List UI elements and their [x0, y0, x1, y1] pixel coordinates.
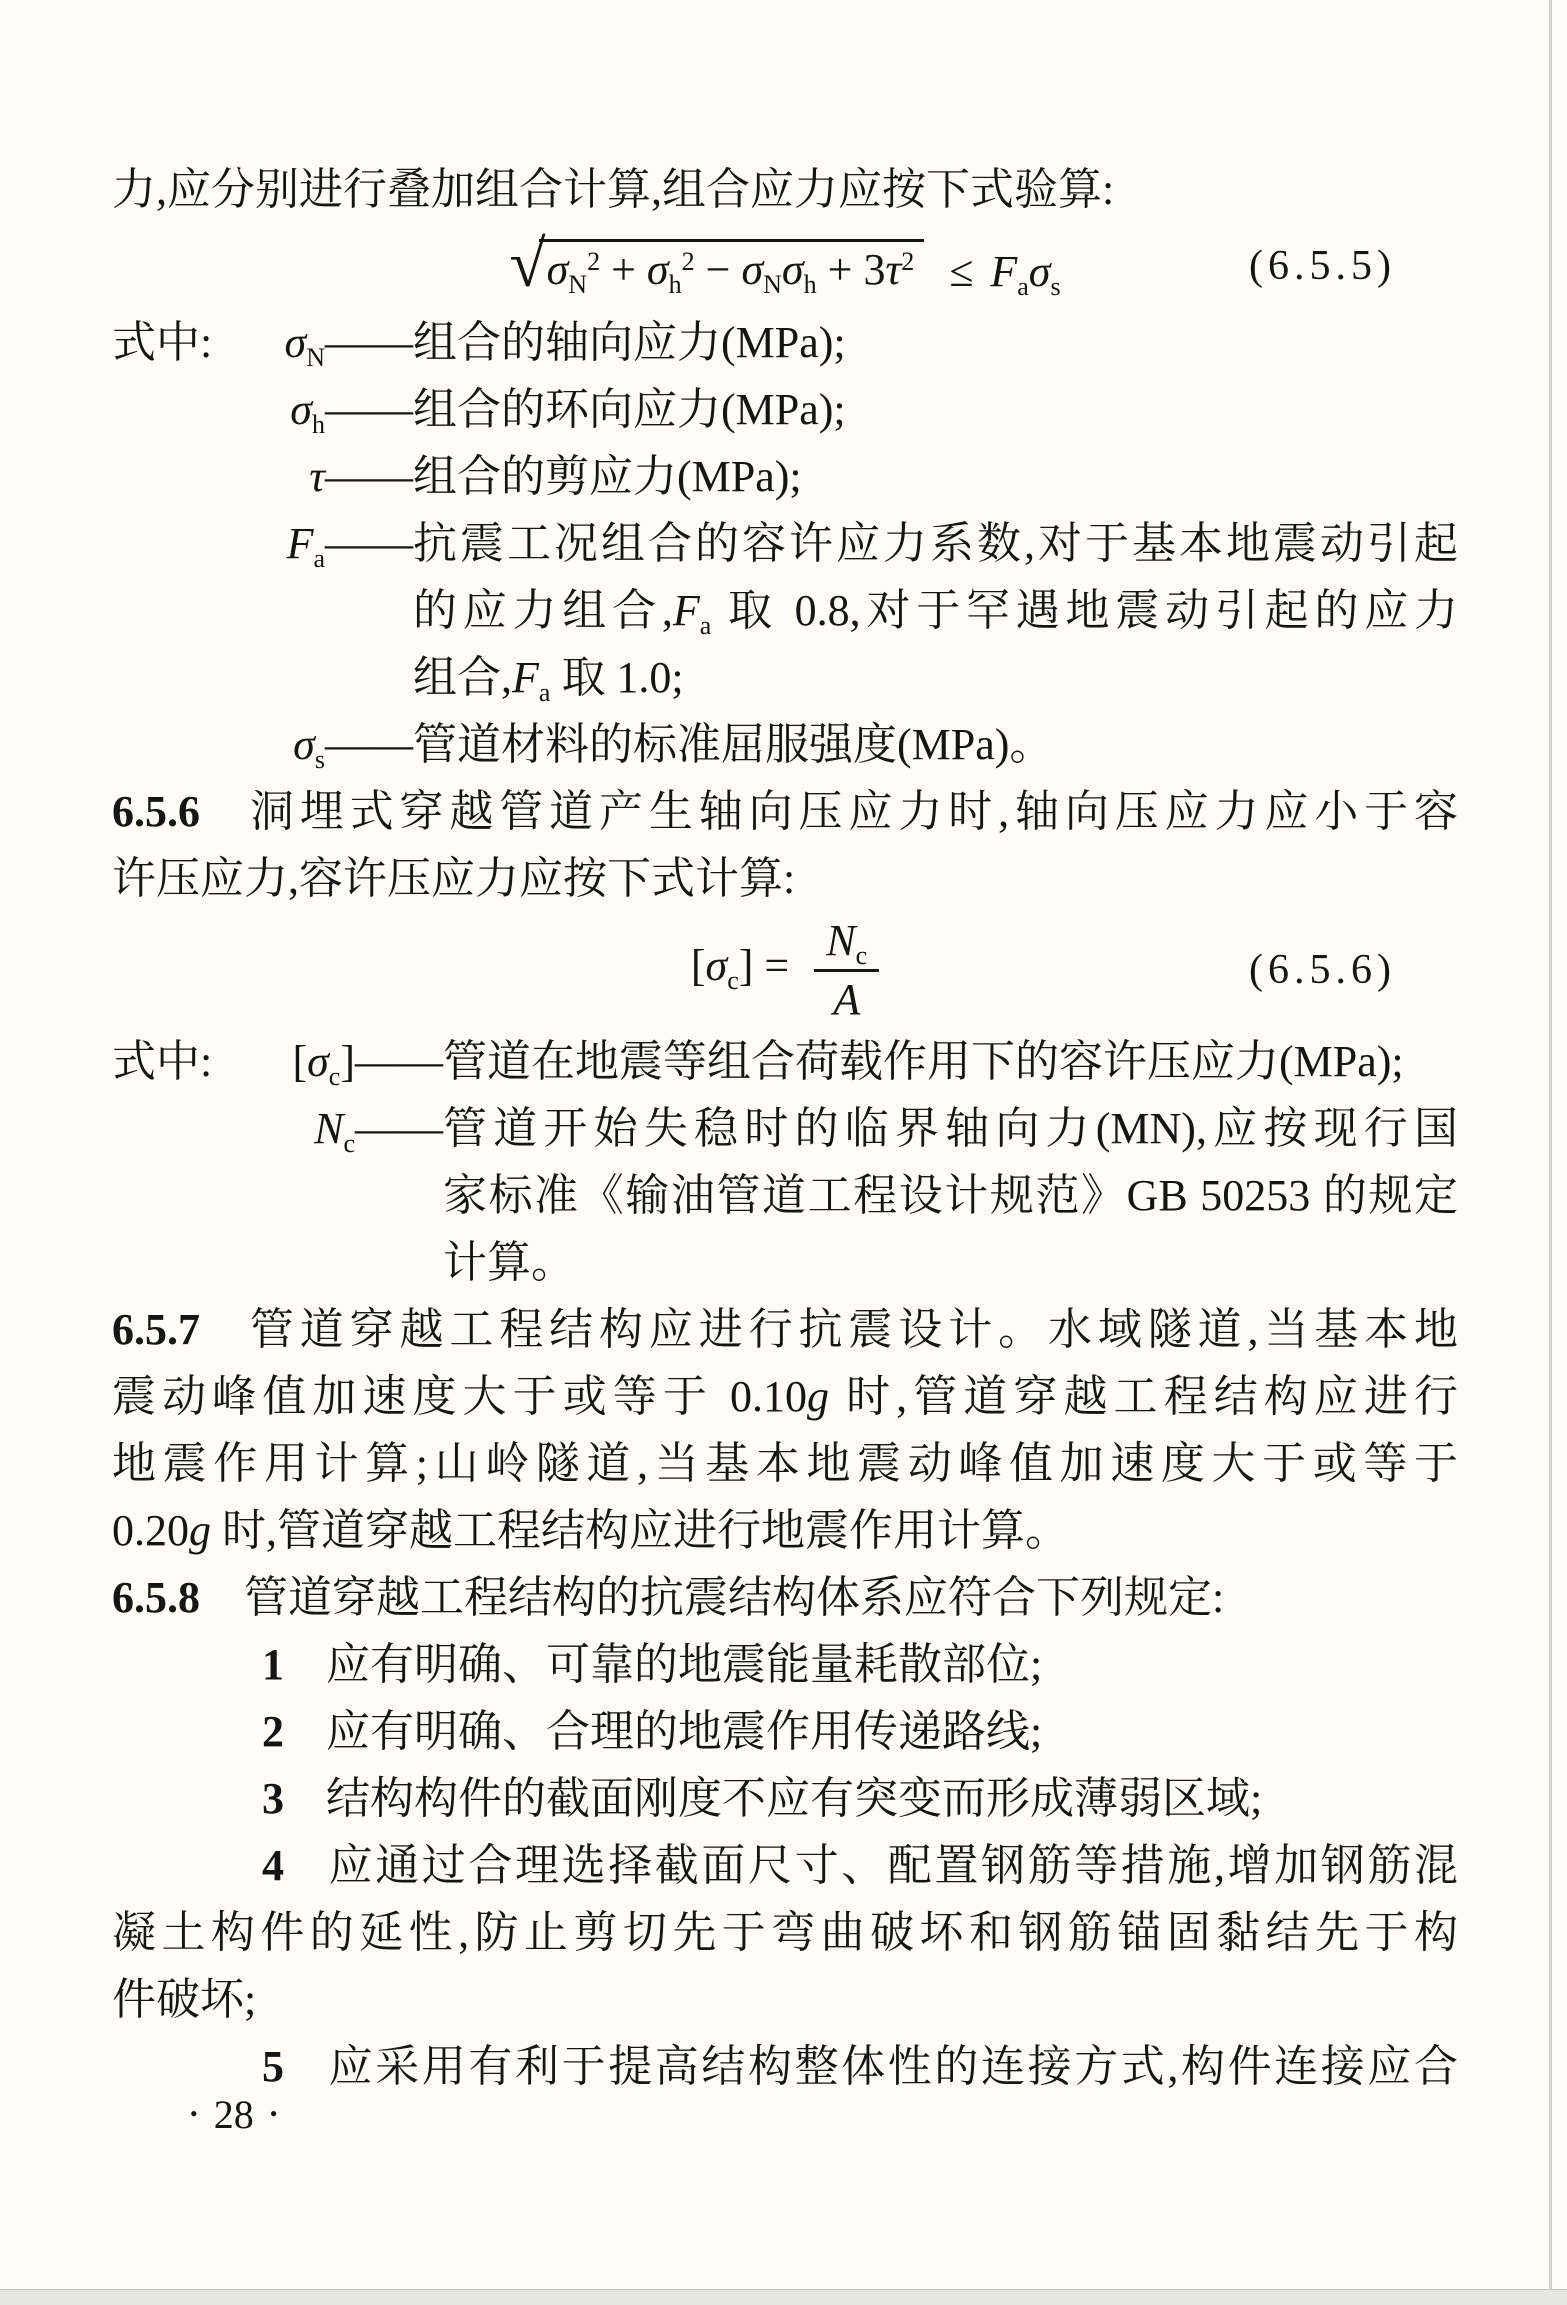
equation-6-5-5-math	[509, 227, 1061, 301]
item-line: 件破坏;	[112, 1975, 257, 2024]
section-text: 洞埋式穿越管道产生轴向压应力时,轴向压应力应小于容	[244, 787, 1458, 836]
definition-row	[112, 1028, 1458, 1095]
page-number	[190, 2090, 277, 2139]
definition-dash: ——	[355, 1104, 443, 1153]
definition-dash: ——	[355, 1037, 443, 1086]
section-6-5-7	[112, 1296, 1458, 1564]
equation-rhs: $F_a\sigma_s$	[990, 246, 1061, 301]
item-text: 应采用有利于提高结构整体性的连接方式,构件连接应合	[326, 2042, 1458, 2091]
ordered-item-4	[112, 1832, 1458, 2033]
definition-dash: ——	[325, 519, 413, 568]
section-line	[112, 1564, 1458, 1631]
section-6-5-6	[112, 778, 1458, 912]
definition-dash: ——	[325, 720, 413, 769]
definition-body	[443, 1095, 1458, 1296]
item-number: 5	[262, 2042, 284, 2091]
square-root	[509, 227, 924, 301]
definition-body	[413, 711, 1458, 778]
radicand: $\sigma_N^2 + \sigma_h^2 - \sigma_N\sigma_h + 3\tau^2$	[539, 239, 925, 292]
definition-line: 管道开始失稳时的临界轴向力(MN),应按现行国	[443, 1104, 1458, 1153]
item-text: 应有明确、可靠的地震能量耗散部位;	[326, 1640, 1043, 1689]
page-number-right-dot: •	[269, 2101, 278, 2126]
where-list-6-5-6	[112, 1028, 1458, 1296]
equation-number: (6.5.5)	[1249, 243, 1396, 289]
section-line: 地震作用计算;山岭隧道,当基本地震动峰值加速度大于或等于	[112, 1439, 1458, 1488]
definition-term: $F_a$	[286, 519, 325, 573]
definition-row	[112, 443, 1458, 510]
where-prefix: 式中:	[112, 1037, 213, 1086]
fraction	[814, 915, 879, 1024]
definition-line: 抗震工况组合的容许应力系数,对于基本地震动引起	[413, 519, 1458, 568]
definition-term: τ	[309, 452, 325, 501]
definition-row	[112, 510, 1458, 711]
definition-term: $[\sigma_c]$	[292, 1037, 355, 1091]
equation-lhs: $[\sigma_c]$ =	[690, 941, 790, 996]
definition-line: 组合的轴向应力(MPa);	[413, 318, 846, 367]
section-number: 6.5.8	[112, 1573, 200, 1622]
definition-line: 管道在地震等组合荷载作用下的容许压应力(MPa);	[443, 1037, 1404, 1086]
section-line: 0.20g 时,管道穿越工程结构应进行地震作用计算。	[112, 1506, 1069, 1555]
page-content	[112, 156, 1458, 2100]
definition-row	[112, 711, 1458, 778]
where-prefix: 式中:	[112, 318, 213, 367]
definition-dash: ——	[325, 452, 413, 501]
section-6-5-8	[112, 1564, 1458, 1631]
page-edge-right	[1549, 0, 1552, 2290]
item-number: 4	[262, 1841, 284, 1890]
page-number-value: 28	[213, 2092, 254, 2137]
definition-line: 组合$,F_a$ 取 1.0;	[413, 653, 684, 707]
definition-line: 的应力组合$,F_a$ 取 0.8,对于罕遇地震动引起的应力	[413, 586, 1458, 640]
definition-body	[413, 510, 1458, 711]
paragraph-intro: 力,应分别进行叠加组合计算,组合应力应按下式验算:	[112, 165, 1115, 214]
item-number: 1	[262, 1640, 284, 1689]
section-line	[112, 1296, 1458, 1363]
item-text: 应通过合理选择截面尺寸、配置钢筋等措施,增加钢筋混	[326, 1841, 1458, 1890]
definition-term: $\sigma_N$	[284, 318, 325, 372]
ordered-item-1	[112, 1631, 1458, 1698]
definition-term: $N_c$	[314, 1104, 355, 1158]
definition-body	[413, 376, 1458, 443]
section-number: 6.5.7	[112, 1305, 200, 1354]
page-edge-bottom	[0, 2289, 1567, 2305]
definition-row	[112, 1095, 1458, 1296]
section-text: 管道穿越工程结构应进行抗震设计。水域隧道,当基本地	[244, 1305, 1458, 1354]
definition-term: $\sigma_s$	[293, 720, 325, 774]
where-list-6-5-5	[112, 309, 1458, 778]
section-line: 震动峰值加速度大于或等于 0.10g 时,管道穿越工程结构应进行	[112, 1372, 1458, 1421]
definition-line: 家标准《输油管道工程设计规范》GB 50253 的规定	[443, 1171, 1458, 1220]
definition-line: 组合的剪应力(MPa);	[413, 452, 802, 501]
definition-row	[112, 376, 1458, 443]
definition-line: 组合的环向应力(MPa);	[413, 385, 846, 434]
section-line	[112, 778, 1458, 845]
fraction-numerator: $N_c$	[814, 919, 879, 972]
equation-6-5-5	[112, 223, 1458, 309]
section-text: 管道穿越工程结构的抗震结构体系应符合下列规定:	[244, 1573, 1225, 1622]
definition-body	[413, 309, 1458, 376]
radical-sign: √	[509, 227, 546, 301]
fraction-denominator: A	[833, 974, 861, 1024]
definition-dash: ——	[325, 385, 413, 434]
section-number: 6.5.6	[112, 787, 200, 836]
item-text: 应有明确、合理的地震作用传递路线;	[326, 1707, 1043, 1756]
item-line: 凝土构件的延性,防止剪切先于弯曲破坏和钢筋锚固黏结先于构	[112, 1908, 1458, 1957]
item-line	[112, 1832, 1458, 1899]
equation-6-5-6-math	[690, 915, 879, 1024]
equation-6-5-6	[112, 912, 1458, 1028]
definition-row	[112, 309, 1458, 376]
definition-body	[443, 1028, 1458, 1095]
section-line: 许压应力,容许压应力应按下式计算:	[112, 854, 796, 903]
definition-line: 管道材料的标准屈服强度(MPa)。	[413, 720, 1054, 769]
definition-term: $\sigma_h$	[290, 385, 325, 439]
ordered-item-2	[112, 1698, 1458, 1765]
item-number: 2	[262, 1707, 284, 1756]
list-6-5-8	[112, 1631, 1458, 2100]
ordered-item-3	[112, 1765, 1458, 1832]
equation-number: (6.5.6)	[1249, 947, 1396, 993]
item-number: 3	[262, 1774, 284, 1823]
page-number-left-dot: •	[190, 2101, 198, 2126]
definition-dash: ——	[325, 318, 413, 367]
definition-body	[413, 443, 1458, 510]
definition-line: 计算。	[443, 1238, 575, 1287]
item-text: 结构构件的截面刚度不应有突变而形成薄弱区域;	[326, 1774, 1263, 1823]
ordered-item-5	[112, 2033, 1458, 2100]
relation-sign: ≤	[949, 246, 974, 296]
